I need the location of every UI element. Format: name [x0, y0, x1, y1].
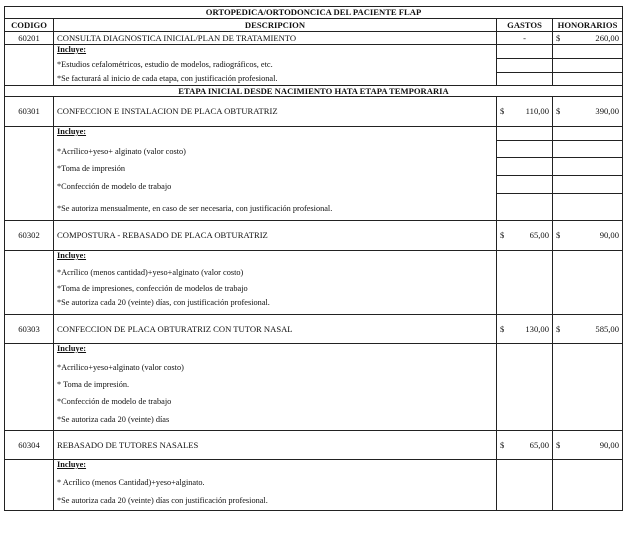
currency-symbol: $ — [556, 106, 561, 117]
etapa-heading: ETAPA INICIAL DESDE NACIMIENTO HATA ETAPA TEMPORARIA — [5, 86, 623, 97]
note-line: *Acrílico+yeso+ alginato (valor costo) — [57, 147, 186, 156]
item-honorarios — [553, 97, 623, 127]
notes-heading: Incluye: — [57, 344, 87, 353]
gastos-value: 110,00 — [525, 106, 549, 117]
col-header-gastos: GASTOS — [497, 19, 553, 32]
notes-row-60302 — [5, 251, 623, 315]
currency-symbol: $ — [556, 439, 561, 450]
note-line: *Confección de modelo de trabajo — [57, 182, 172, 191]
item-row-60201 — [5, 32, 623, 45]
item-gastos — [497, 97, 553, 127]
item-description: CONFECCION E INSTALACION DE PLACA OBTURATRIZ — [54, 97, 497, 127]
note-line: *Se autoriza cada 20 (veinte) días con justificación profesional. — [57, 496, 268, 505]
honorarios-value: 90,00 — [599, 230, 620, 241]
etapa-row — [5, 86, 623, 97]
col-header-description: DESCRIPCION — [54, 19, 497, 32]
table-title-row — [5, 7, 623, 19]
honorarios-value: 390,00 — [595, 106, 620, 117]
item-code: 60303 — [5, 315, 54, 344]
item-description: REBASADO DE TUTORES NASALES — [54, 431, 497, 460]
notes-row-60201 — [5, 45, 623, 86]
note-line: *Toma de impresiones, confección de modelos de trabajo — [57, 284, 248, 293]
tariff-table — [4, 6, 623, 511]
col-header-code: CODIGO — [5, 19, 54, 32]
item-code: 60301 — [5, 97, 54, 127]
currency-symbol: $ — [556, 323, 561, 334]
item-row-60303 — [5, 315, 623, 344]
notes-heading: Incluye: — [57, 127, 87, 136]
currency-symbol: $ — [500, 439, 505, 450]
item-notes — [54, 251, 497, 315]
notes-heading: Incluye: — [57, 45, 87, 54]
honorarios-value: 260,00 — [595, 32, 620, 43]
column-header-row — [5, 19, 623, 32]
item-code: 60201 — [5, 32, 54, 45]
item-gastos — [497, 315, 553, 344]
notes-heading: Incluye: — [57, 251, 87, 260]
currency-symbol: $ — [556, 32, 561, 43]
note-line: *Toma de impresión — [57, 164, 126, 173]
currency-symbol: $ — [500, 106, 505, 117]
item-notes — [54, 460, 497, 511]
item-honorarios — [553, 315, 623, 344]
item-notes — [54, 127, 497, 221]
item-honorarios — [553, 221, 623, 251]
item-row-60302 — [5, 221, 623, 251]
currency-symbol: $ — [500, 230, 505, 241]
item-row-60304 — [5, 431, 623, 460]
gastos-value: 65,00 — [529, 439, 549, 450]
item-row-60301 — [5, 97, 623, 127]
honorarios-value: 585,00 — [595, 323, 620, 334]
note-line: * Acrílico (menos Cantidad)+yeso+alginato. — [57, 478, 205, 487]
item-code: 60304 — [5, 431, 54, 460]
item-gastos: - — [497, 32, 553, 45]
note-line: *Acrilico+yeso+alginato (valor costo) — [57, 363, 184, 372]
item-honorarios — [553, 32, 623, 45]
item-notes — [54, 45, 497, 86]
item-gastos — [497, 221, 553, 251]
item-gastos — [497, 431, 553, 460]
notes-row-60303 — [5, 344, 623, 431]
item-description: COMPOSTURA - REBASADO DE PLACA OBTURATRIZ — [54, 221, 497, 251]
honorarios-value: 90,00 — [599, 439, 620, 450]
note-line: *Se autoriza cada 20 (veinte) días — [57, 415, 170, 424]
currency-symbol: $ — [556, 230, 561, 241]
gastos-value: 65,00 — [529, 230, 549, 241]
gastos-value: 130,00 — [525, 323, 549, 334]
note-line: *Estudios cefalométricos, estudio de modelos, radiográficos, etc. — [57, 60, 273, 69]
col-header-honorarios: HONORARIOS — [553, 19, 623, 32]
note-line: * Toma de impresión. — [57, 380, 130, 389]
note-line: *Acrílico (menos cantidad)+yeso+alginato (valor costo) — [57, 268, 244, 277]
item-honorarios — [553, 431, 623, 460]
notes-row-60301 — [5, 127, 623, 221]
item-description: CONSULTA DIAGNOSTICA INICIAL/PLAN DE TRATAMIENTO — [54, 32, 497, 45]
note-line: *Se facturará al inicio de cada etapa, con justificación profesional. — [57, 74, 278, 83]
item-description: CONFECCION DE PLACA OBTURATRIZ CON TUTOR NASAL — [54, 315, 497, 344]
item-notes — [54, 344, 497, 431]
table-title: ORTOPEDICA/ORTODONCICA DEL PACIENTE FLAP — [5, 7, 623, 19]
notes-row-60304 — [5, 460, 623, 511]
note-line: *Se autoriza mensualmente, en caso de ser necesaria, con justificación profesional. — [57, 204, 333, 213]
notes-heading: Incluye: — [57, 460, 87, 469]
note-line: *Confección de modelo de trabajo — [57, 397, 172, 406]
note-line: *Se autoriza cada 20 (veinte) días, con justificación profesional. — [57, 298, 270, 307]
item-code: 60302 — [5, 221, 54, 251]
currency-symbol: $ — [500, 323, 505, 334]
